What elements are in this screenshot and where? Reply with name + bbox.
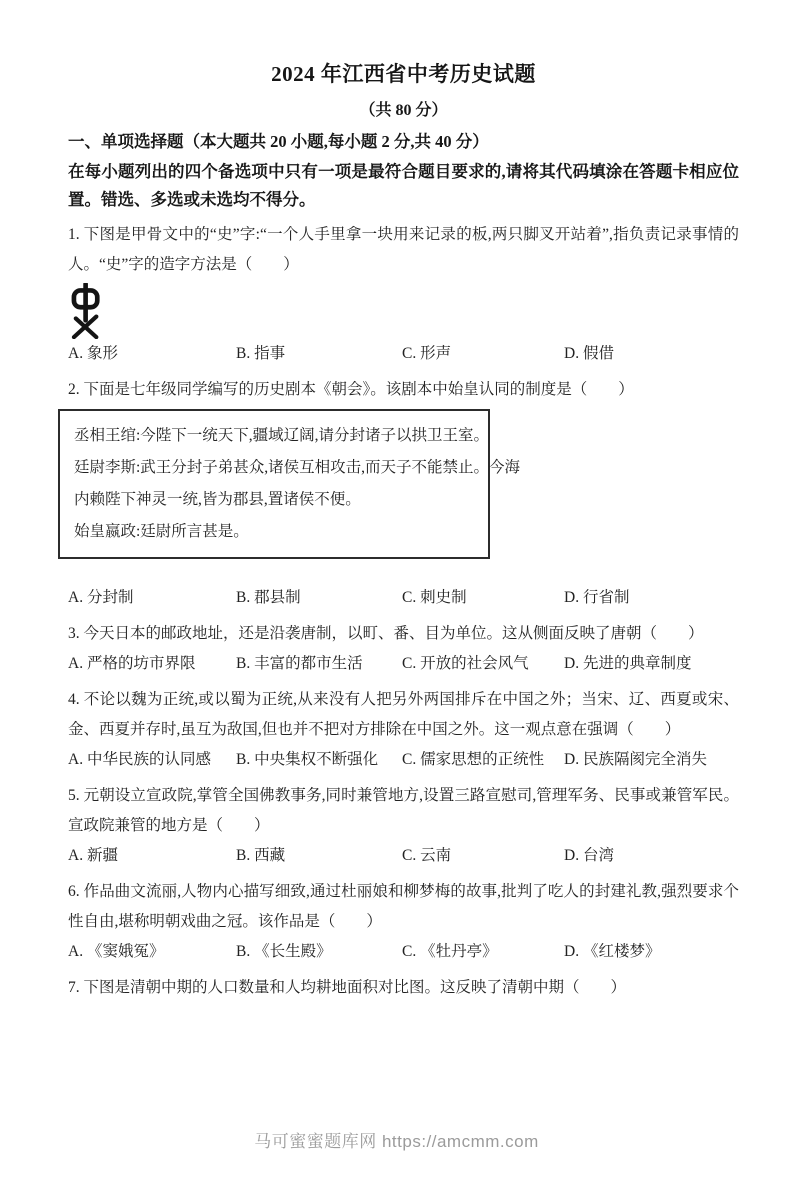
oracle-bone-shi-figure bbox=[64, 283, 739, 339]
question-stem: 1. 下图是甲骨文中的“史”字:“一个人手里拿一块用来记录的板,两只脚叉开站着”,指负责记录事情的人。“史”字的造字方法是（ ） bbox=[68, 226, 739, 273]
question-7 bbox=[68, 973, 739, 1003]
option-d: D. 《红楼梦》 bbox=[564, 943, 661, 960]
history-script-box bbox=[58, 409, 521, 559]
question-options bbox=[68, 339, 739, 369]
option-d: D. 行省制 bbox=[564, 589, 630, 606]
page-title: 2024 年江西省中考历史试题 bbox=[271, 62, 536, 86]
option-a: A. 严格的坊市界限 bbox=[68, 655, 196, 672]
question-options bbox=[68, 745, 739, 775]
question-1 bbox=[68, 220, 739, 369]
option-d: D. 先进的典章制度 bbox=[564, 655, 692, 672]
script-line: 内赖陛下神灵一统,皆为郡县,置诸侯不便。 bbox=[74, 491, 361, 508]
question-6 bbox=[68, 877, 739, 967]
option-b: B. 丰富的都市生活 bbox=[236, 655, 363, 672]
option-b: B. 《长生殿》 bbox=[236, 943, 332, 960]
option-c: C. 形声 bbox=[402, 345, 452, 362]
question-stem: 7. 下图是清朝中期的人口数量和人均耕地面积对比图。这反映了清朝中期（ ） bbox=[68, 979, 627, 996]
option-b: B. 指事 bbox=[236, 345, 286, 362]
option-c: C. 儒家思想的正统性 bbox=[402, 751, 545, 768]
question-2 bbox=[68, 375, 739, 613]
option-a: A. 中华民族的认同感 bbox=[68, 751, 211, 768]
option-b: B. 郡县制 bbox=[236, 589, 301, 606]
question-options bbox=[68, 937, 739, 967]
option-d: D. 台湾 bbox=[564, 847, 614, 864]
question-4 bbox=[68, 685, 739, 775]
oracle-bone-shi-icon bbox=[64, 283, 110, 339]
section-instructions: 在每小题列出的四个备选项中只有一项是最符合题目要求的,请将其代码填涂在答题卡相应位置。错选、多选或未选均不得分。 bbox=[68, 162, 739, 209]
option-a: A. 新疆 bbox=[68, 847, 118, 864]
section-heading: 一、单项选择题（本大题共 20 小题,每小题 2 分,共 40 分） bbox=[68, 132, 489, 151]
question-stem: 5. 元朝设立宣政院,掌管全国佛教事务,同时兼管地方,设置三路宣慰司,管理军务、民事或兼管军民。宣政院兼管的地方是（ ） bbox=[68, 787, 739, 834]
question-5 bbox=[68, 781, 739, 871]
option-a: A. 分封制 bbox=[68, 589, 134, 606]
option-d: D. 假借 bbox=[564, 345, 614, 362]
question-3 bbox=[68, 619, 739, 679]
question-stem: 6. 作品曲文流丽,人物内心描写细致,通过杜丽娘和柳梦梅的故事,批判了吃人的封建礼教,强烈要求个性自由,堪称明朝戏曲之冠。该作品是（ ） bbox=[68, 883, 739, 930]
script-line: 廷尉李斯:武王分封子弟甚众,诸侯互相攻击,而天子不能禁止。今海 bbox=[74, 459, 521, 476]
option-a: A. 《窦娥冤》 bbox=[68, 943, 165, 960]
script-line: 丞相王绾:今陛下一统天下,疆域辽阔,请分封诸子以拱卫王室。 bbox=[74, 427, 490, 444]
option-c: C. 《牡丹亭》 bbox=[402, 943, 498, 960]
option-c: C. 开放的社会风气 bbox=[402, 655, 529, 672]
question-stem: 4. 不论以魏为正统,或以蜀为正统,从来没有人把另外两国排斥在中国之外；当宋、辽、西夏或宋、金、西夏并存时,虽互为敌国,但也并不把对方排除在中国之外。这一观点意在强调（ ） bbox=[68, 691, 739, 738]
total-score: （共 80 分） bbox=[359, 102, 448, 119]
script-line: 始皇嬴政:廷尉所言甚是。 bbox=[74, 523, 249, 540]
question-stem: 3. 今天日本的邮政地址，还是沿袭唐制，以町、番、目为单位。这从侧面反映了唐朝（ ） bbox=[68, 625, 704, 642]
exam-page bbox=[0, 58, 793, 1003]
option-a: A. 象形 bbox=[68, 345, 118, 362]
option-b: B. 中央集权不断强化 bbox=[236, 751, 379, 768]
option-c: C. 刺史制 bbox=[402, 589, 467, 606]
option-b: B. 西藏 bbox=[236, 847, 286, 864]
question-options bbox=[68, 583, 739, 613]
watermark-source-link: 马可蜜蜜题库网 https://amcmm.com bbox=[254, 1132, 539, 1151]
option-c: C. 云南 bbox=[402, 847, 452, 864]
question-options bbox=[68, 841, 739, 871]
question-options bbox=[68, 649, 739, 679]
option-d: D. 民族隔阂完全消失 bbox=[564, 751, 707, 768]
question-stem: 2. 下面是七年级同学编写的历史剧本《朝会》。该剧本中始皇认同的制度是（ ） bbox=[68, 381, 634, 398]
